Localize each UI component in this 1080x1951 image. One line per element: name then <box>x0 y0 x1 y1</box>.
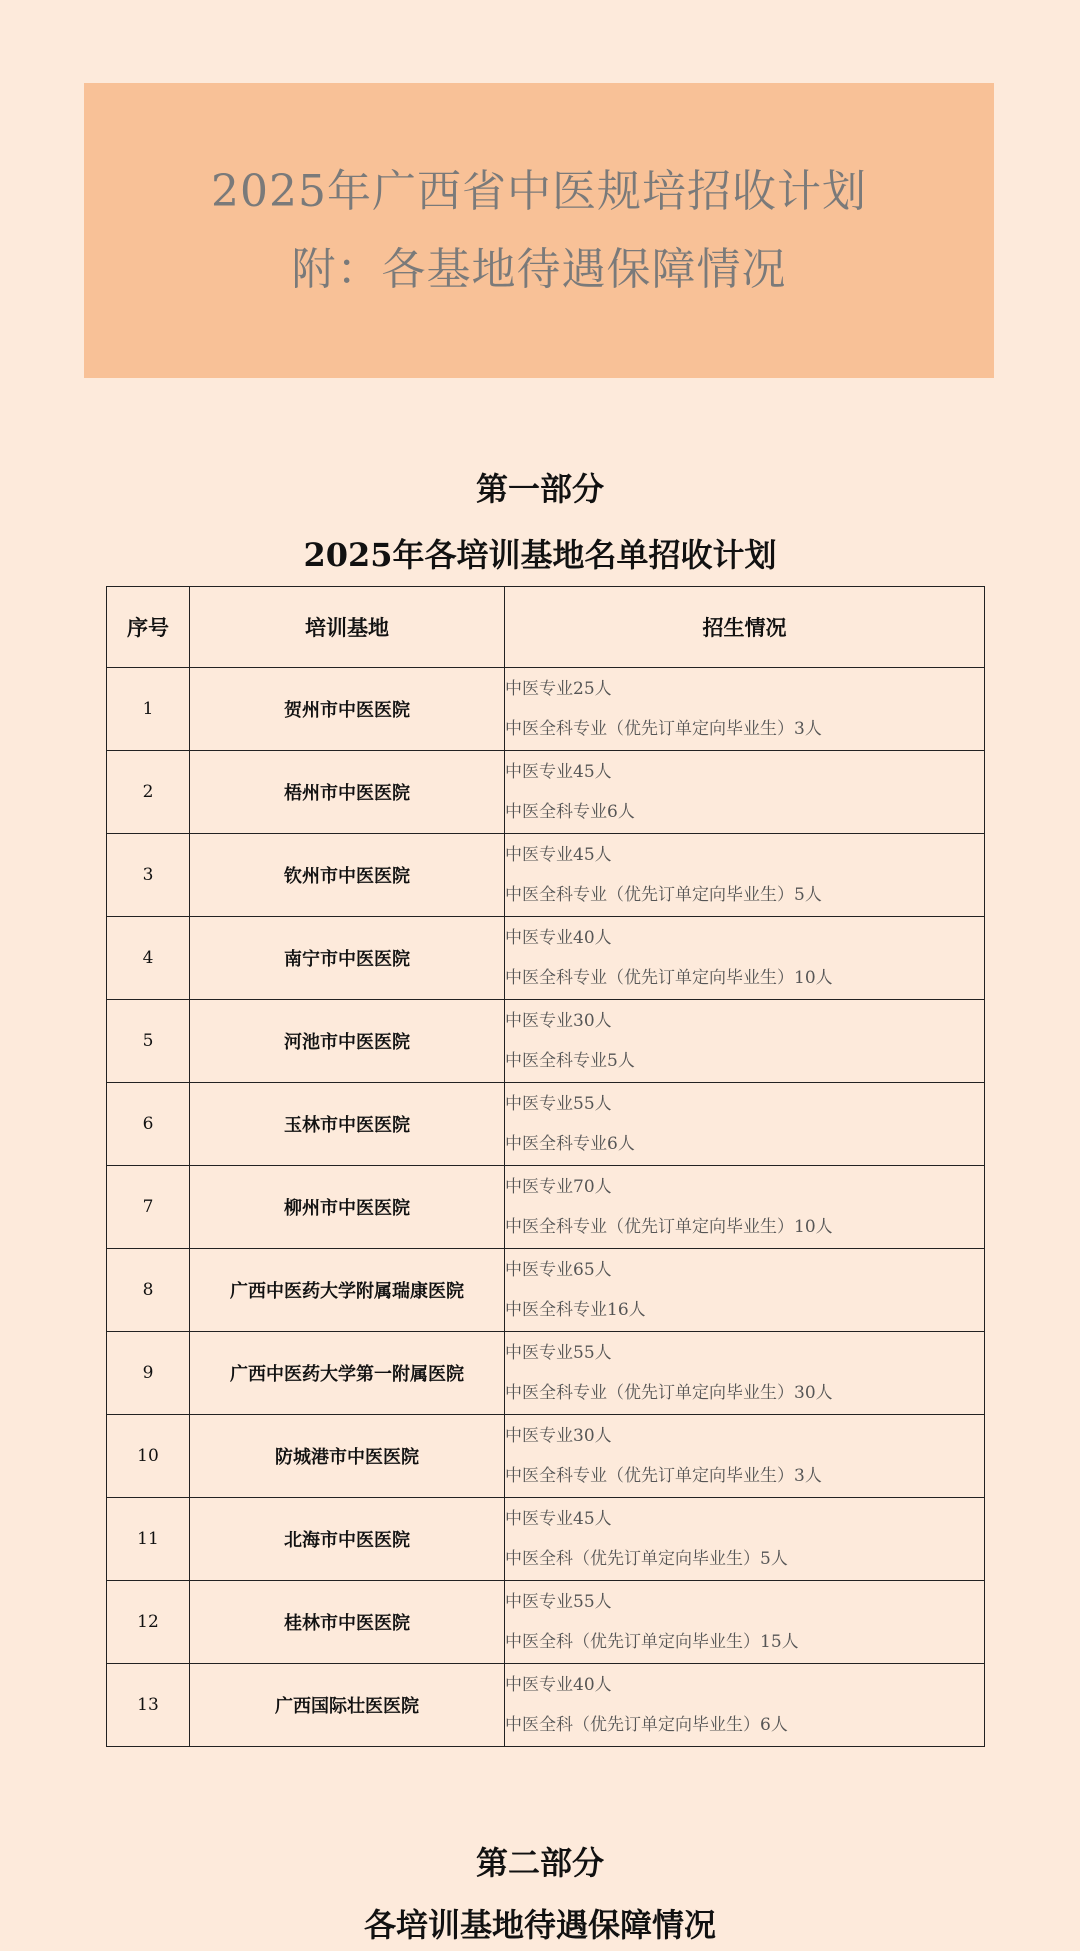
enrollment-general-quota: 中医全科专业（优先订单定向毕业生）3人 <box>505 719 822 739</box>
page-subtitle: 附：各基地待遇保障情况 <box>291 243 787 295</box>
training-base-name: 防城港市中医医院 <box>190 1415 505 1498</box>
table-row <box>107 1498 985 1581</box>
enrollment-info <box>505 917 985 1000</box>
enrollment-general-quota: 中医全科专业（优先订单定向毕业生）10人 <box>505 1217 833 1237</box>
enrollment-info <box>505 1249 985 1332</box>
enrollment-info <box>505 1332 985 1415</box>
training-base-name: 梧州市中医医院 <box>190 751 505 834</box>
enrollment-tcm-quota: 中医专业25人 <box>505 679 612 699</box>
enrollment-general-quota: 中医全科专业16人 <box>505 1300 646 1320</box>
training-base-name: 钦州市中医医院 <box>190 834 505 917</box>
header-index: 序号 <box>107 587 190 668</box>
part2-subheading: 各培训基地待遇保障情况 <box>363 1906 716 1944</box>
table-row <box>107 1581 985 1664</box>
enrollment-tcm-quota: 中医专业65人 <box>505 1260 612 1280</box>
training-base-name: 广西国际壮医医院 <box>190 1664 505 1747</box>
enrollment-tcm-quota: 中医专业55人 <box>505 1592 612 1612</box>
training-base-name: 南宁市中医医院 <box>190 917 505 1000</box>
enrollment-general-quota: 中医全科专业（优先订单定向毕业生）10人 <box>505 968 833 988</box>
enrollment-general-quota: 中医全科专业（优先订单定向毕业生）3人 <box>505 1466 822 1486</box>
table-row <box>107 668 985 751</box>
table-row <box>107 1415 985 1498</box>
enrollment-general-quota: 中医全科专业6人 <box>505 1134 635 1154</box>
row-index: 2 <box>107 751 190 834</box>
title-banner <box>84 83 994 378</box>
enrollment-tcm-quota: 中医专业55人 <box>505 1094 612 1114</box>
table-row <box>107 834 985 917</box>
part2-heading: 第二部分 <box>475 1844 604 1882</box>
enrollment-info <box>505 1664 985 1747</box>
enrollment-info <box>505 1581 985 1664</box>
table-row <box>107 1083 985 1166</box>
enrollment-plan-table <box>106 586 985 1747</box>
enrollment-info <box>505 668 985 751</box>
enrollment-general-quota: 中医全科（优先订单定向毕业生）6人 <box>505 1715 788 1735</box>
enrollment-tcm-quota: 中医专业40人 <box>505 1675 612 1695</box>
training-base-name: 玉林市中医医院 <box>190 1083 505 1166</box>
enrollment-tcm-quota: 中医专业45人 <box>505 762 612 782</box>
table-header-row <box>107 587 985 668</box>
row-index: 5 <box>107 1000 190 1083</box>
training-base-name: 贺州市中医医院 <box>190 668 505 751</box>
enrollment-tcm-quota: 中医专业70人 <box>505 1177 612 1197</box>
table-row <box>107 1664 985 1747</box>
header-base: 培训基地 <box>190 587 505 668</box>
table-body <box>107 668 985 1747</box>
row-index: 4 <box>107 917 190 1000</box>
part1-subheading: 2025年各培训基地名单招收计划 <box>303 536 777 574</box>
table-row <box>107 1332 985 1415</box>
table-row <box>107 1166 985 1249</box>
training-base-name: 北海市中医医院 <box>190 1498 505 1581</box>
enrollment-tcm-quota: 中医专业45人 <box>505 1509 612 1529</box>
enrollment-info <box>505 751 985 834</box>
enrollment-general-quota: 中医全科（优先订单定向毕业生）5人 <box>505 1549 788 1569</box>
enrollment-tcm-quota: 中医专业45人 <box>505 845 612 865</box>
enrollment-info <box>505 1000 985 1083</box>
training-base-name: 柳州市中医医院 <box>190 1166 505 1249</box>
row-index: 6 <box>107 1083 190 1166</box>
training-base-name: 桂林市中医医院 <box>190 1581 505 1664</box>
row-index: 12 <box>107 1581 190 1664</box>
enrollment-general-quota: 中医全科（优先订单定向毕业生）15人 <box>505 1632 799 1652</box>
training-base-name: 广西中医药大学第一附属医院 <box>190 1332 505 1415</box>
row-index: 11 <box>107 1498 190 1581</box>
part1-heading: 第一部分 <box>475 470 604 508</box>
enrollment-info <box>505 834 985 917</box>
training-base-name: 河池市中医医院 <box>190 1000 505 1083</box>
enrollment-info <box>505 1415 985 1498</box>
training-base-name: 广西中医药大学附属瑞康医院 <box>190 1249 505 1332</box>
row-index: 3 <box>107 834 190 917</box>
row-index: 1 <box>107 668 190 751</box>
table-row <box>107 1000 985 1083</box>
row-index: 10 <box>107 1415 190 1498</box>
header-enrollment: 招生情况 <box>505 587 985 668</box>
enrollment-info <box>505 1498 985 1581</box>
enrollment-tcm-quota: 中医专业30人 <box>505 1426 612 1446</box>
enrollment-general-quota: 中医全科专业（优先订单定向毕业生）5人 <box>505 885 822 905</box>
enrollment-info <box>505 1166 985 1249</box>
row-index: 9 <box>107 1332 190 1415</box>
enrollment-tcm-quota: 中医专业30人 <box>505 1011 612 1031</box>
table-row <box>107 751 985 834</box>
row-index: 7 <box>107 1166 190 1249</box>
enrollment-general-quota: 中医全科专业5人 <box>505 1051 635 1071</box>
enrollment-tcm-quota: 中医专业40人 <box>505 928 612 948</box>
row-index: 8 <box>107 1249 190 1332</box>
table-row <box>107 1249 985 1332</box>
table-row <box>107 917 985 1000</box>
page-title: 2025年广西省中医规培招收计划 <box>211 165 867 217</box>
enrollment-tcm-quota: 中医专业55人 <box>505 1343 612 1363</box>
enrollment-general-quota: 中医全科专业（优先订单定向毕业生）30人 <box>505 1383 833 1403</box>
enrollment-general-quota: 中医全科专业6人 <box>505 802 635 822</box>
row-index: 13 <box>107 1664 190 1747</box>
enrollment-info <box>505 1083 985 1166</box>
